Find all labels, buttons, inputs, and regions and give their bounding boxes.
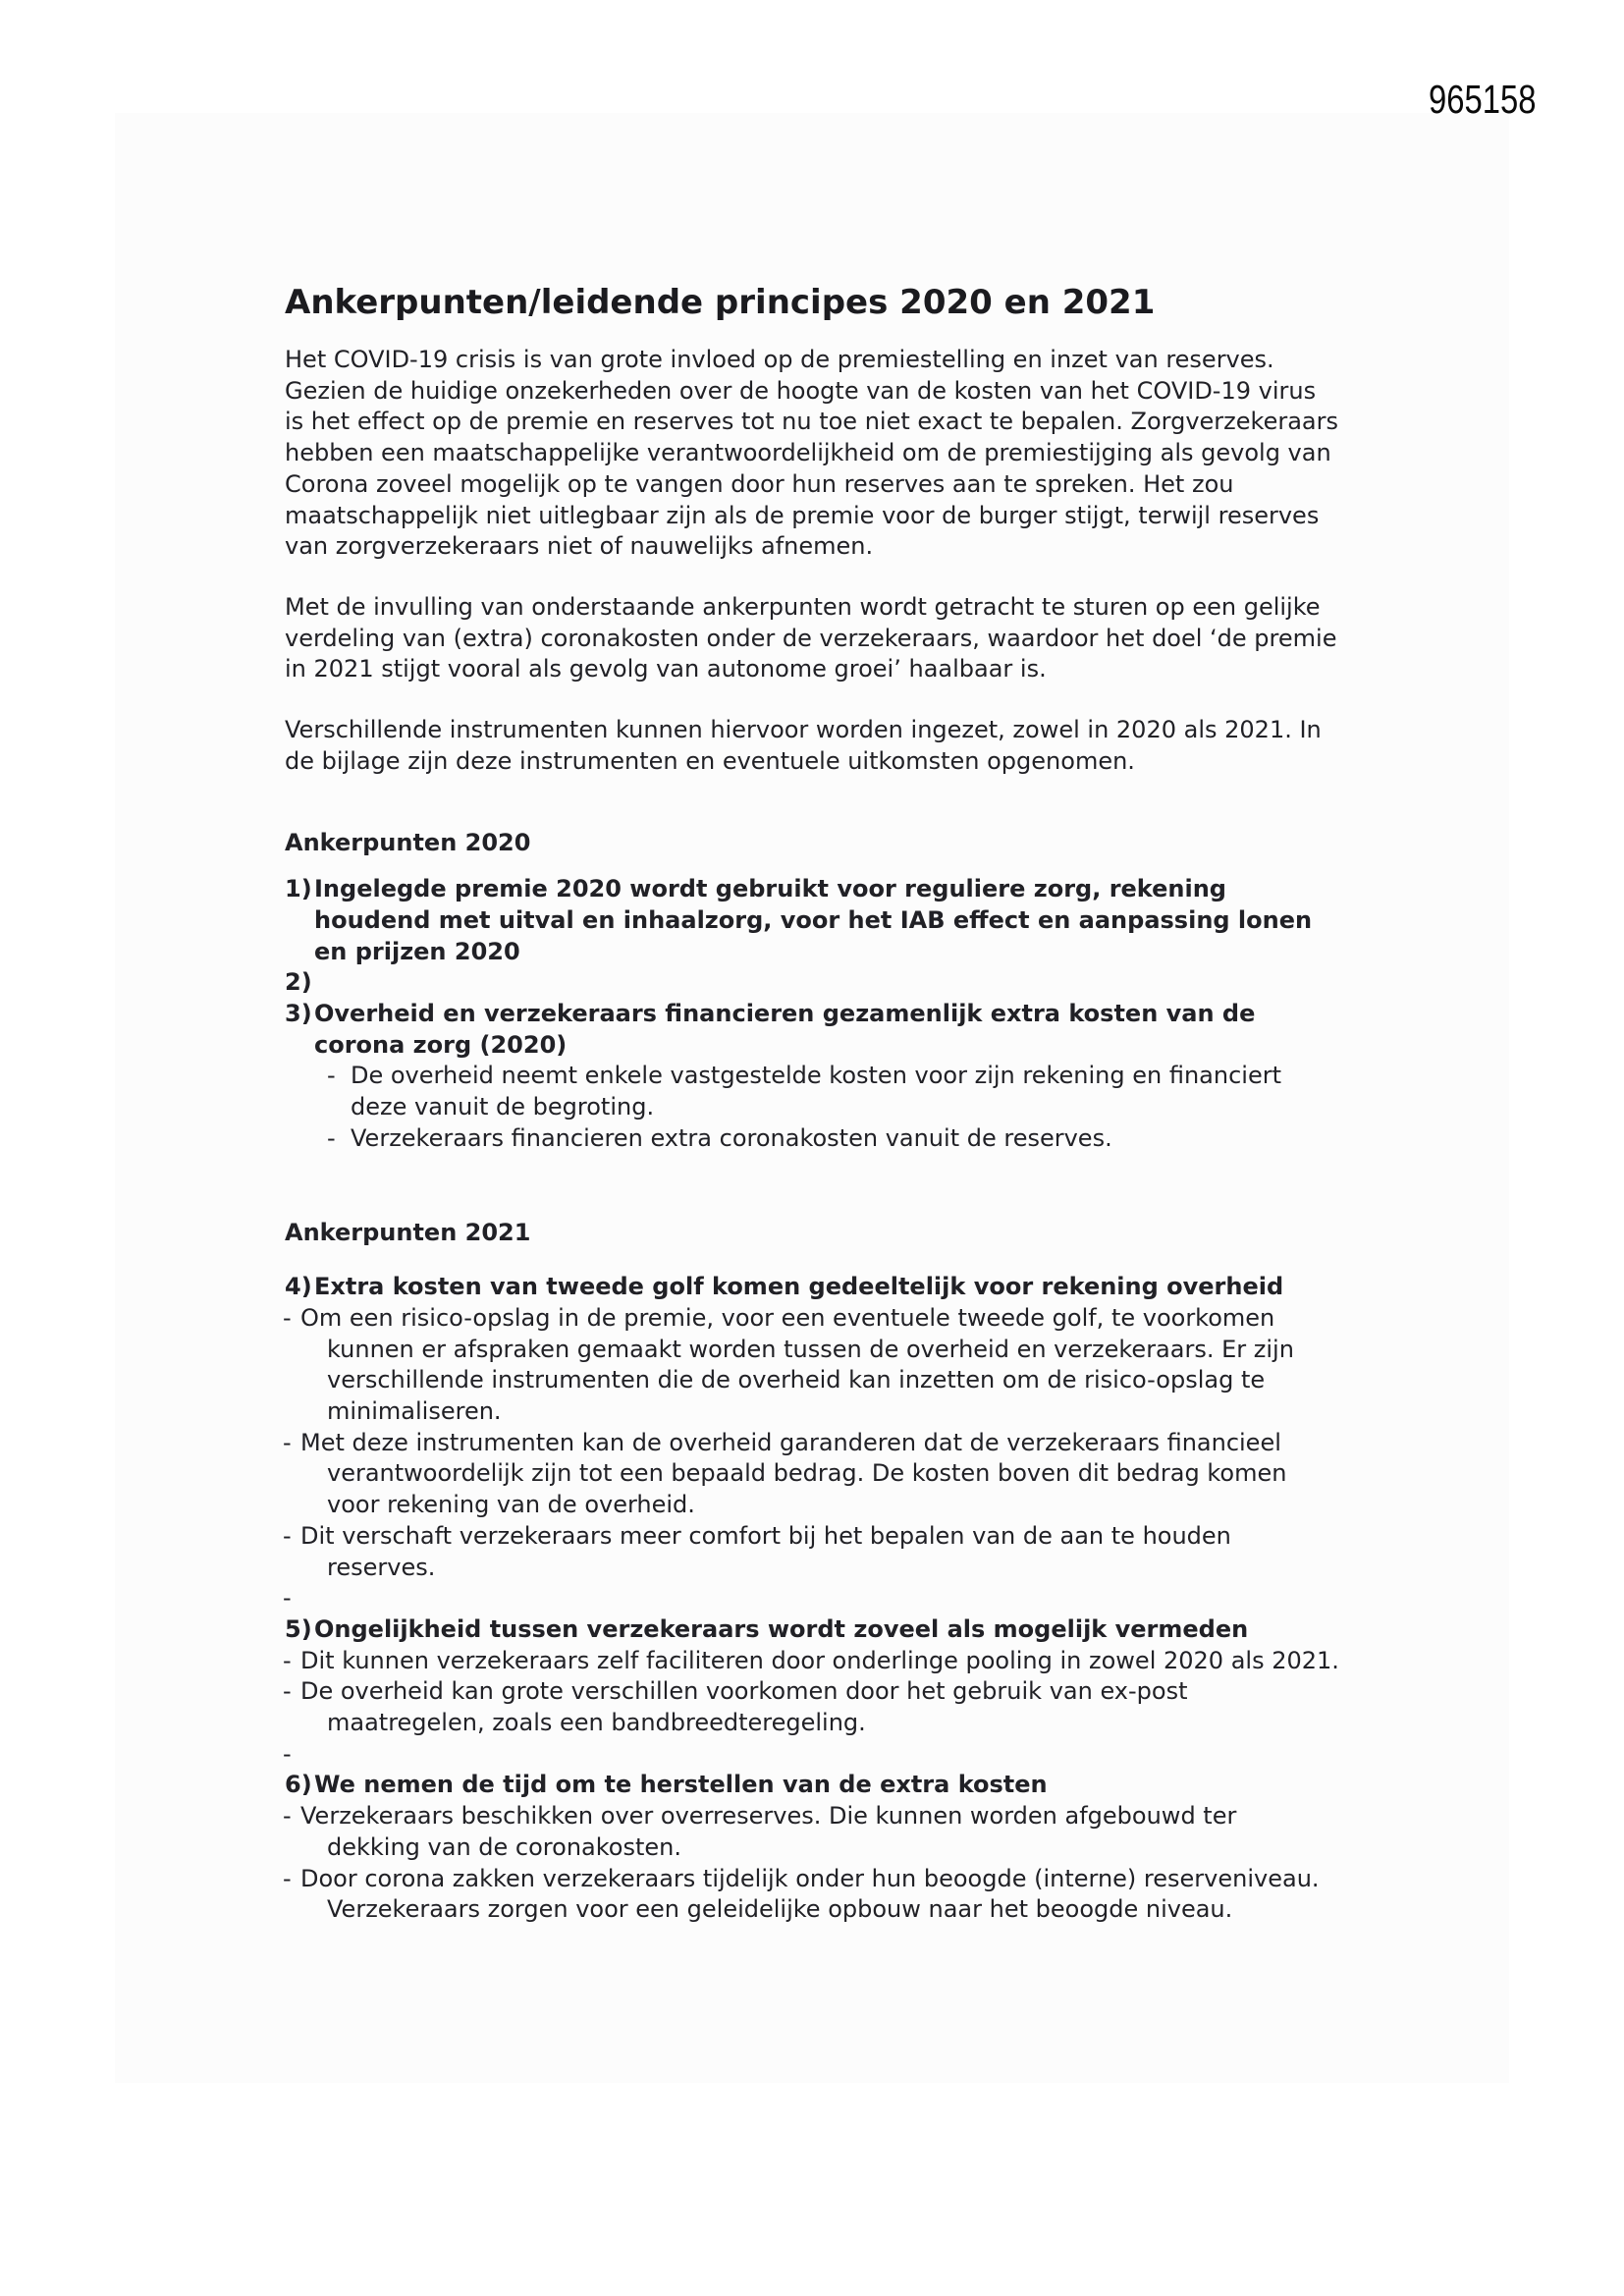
sub-dash-item: [285, 1123, 1370, 1155]
text-line: Om een risico-opslag in de premie, voor een eventuele tweede golf, te voorkomen: [300, 1303, 1275, 1332]
text-line: Dit kunnen verzekeraars zelf faciliteren door onderlinge pooling in zowel 2020 als 2021.: [300, 1646, 1339, 1674]
text-line: Extra kosten van tweede golf komen gedeeltelijk voor rekening overheid: [314, 1273, 1284, 1301]
page-number: 965158: [1429, 77, 1537, 122]
paragraph: [285, 715, 1370, 777]
dash-item: [285, 1303, 1370, 1428]
numbered-item: [285, 1272, 1370, 1303]
text-line: Dit verschaft verzekeraars meer comfort bij het bepalen van de aan te houden: [300, 1521, 1231, 1550]
dash-item: [285, 1801, 1370, 1863]
text-line: voor rekening van de overheid.: [327, 1491, 695, 1519]
text-line: deze vanuit de begroting.: [351, 1093, 655, 1121]
section-heading: [285, 828, 1370, 859]
text-line: de bijlage zijn deze instrumenten en eventuele uitkomsten opgenomen.: [285, 746, 1135, 775]
text-line: Overheid en verzekeraars financieren gezamenlijk extra kosten van de: [314, 999, 1256, 1027]
text-line: Verzekeraars beschikken over overreserves. Die kunnen worden afgebouwd ter: [300, 1802, 1237, 1831]
text-line: maatschappelijk niet uitlegbaar zijn als de premie voor de burger stijgt, terwijl reserves: [285, 501, 1320, 529]
text-line: Door corona zakken verzekeraars tijdelijk onder hun beoogde (interne) reserveniveau.: [300, 1864, 1320, 1892]
list-marker: -: [283, 1584, 292, 1613]
text-line: verdeling van (extra) coronakosten onder de verzekeraars, waardoor het doel ‘de premie: [285, 624, 1337, 652]
section-heading: [285, 1218, 1370, 1249]
text-line: Ankerpunten/leidende principes 2020 en 2021: [285, 283, 1156, 322]
text-line: houdend met uitval en inhaalzorg, voor het IAB effect en aanpassing lonen: [314, 905, 1313, 934]
list-marker: 3): [285, 999, 312, 1027]
text-line: minimaliseren.: [327, 1396, 502, 1425]
text-line: van zorgverzekeraars niet of nauwelijks afnemen.: [285, 532, 874, 561]
dash-item: [285, 1521, 1370, 1583]
document-body: [285, 283, 1370, 1926]
text-line: is het effect op de premie en reserves tot nu toe niet exact te bepalen. Zorgverzekeraars: [285, 408, 1338, 436]
dash-item: [285, 1676, 1370, 1738]
text-line: Ongelijkheid tussen verzekeraars wordt zoveel als mogelijk vermeden: [314, 1614, 1249, 1643]
text-line: Verzekeraars zorgen voor een geleidelijke opbouw naar het beoogde niveau.: [327, 1895, 1233, 1924]
text-line: Corona zoveel mogelijk op te vangen door hun reserves aan te spreken. Het zou: [285, 469, 1234, 498]
paragraph: [285, 345, 1370, 563]
list-marker: -: [283, 1521, 292, 1550]
list-marker: -: [283, 1303, 292, 1332]
dash-item: [285, 1739, 1370, 1771]
list-marker: -: [283, 1739, 292, 1768]
text-line: maatregelen, zoals een bandbreedteregeling.: [327, 1709, 866, 1737]
text-line: dekking van de coronakosten.: [327, 1832, 681, 1861]
text-line: De overheid neemt enkele vastgestelde kosten voor zijn rekening en financiert: [351, 1062, 1281, 1090]
text-line: reserves.: [327, 1553, 436, 1581]
text-line: Verschillende instrumenten kunnen hiervoor worden ingezet, zowel in 2020 als 2021. In: [285, 716, 1322, 744]
text-line: Ankerpunten 2020: [285, 829, 531, 857]
text-line: kunnen er afspraken gemaakt worden tussen de overheid en verzekeraars. Er zijn: [327, 1335, 1294, 1363]
text-line: Gezien de huidige onzekerheden over de hoogte van de kosten van het COVID-19 virus: [285, 376, 1317, 405]
list-marker: 1): [285, 875, 312, 903]
text-line: Verzekeraars financieren extra coronakosten vanuit de reserves.: [351, 1123, 1112, 1152]
list-marker: 4): [285, 1273, 312, 1301]
text-line: verschillende instrumenten die de overheid kan inzetten om de risico-opslag te: [327, 1366, 1266, 1394]
text-line: We nemen de tijd om te herstellen van de extra kosten: [314, 1771, 1048, 1799]
list-marker: -: [283, 1802, 292, 1831]
list-marker: -: [283, 1428, 292, 1456]
text-line: Ankerpunten 2021: [285, 1219, 531, 1247]
list-marker: -: [283, 1646, 292, 1674]
numbered-item: [285, 967, 1370, 999]
text-line: in 2021 stijgt vooral als gevolg van autonome groei’ haalbaar is.: [285, 655, 1047, 683]
dash-item: [285, 1864, 1370, 1926]
text-line: en prijzen 2020: [314, 937, 520, 965]
text-line: hebben een maatschappelijke verantwoordelijkheid om de premiestijging als gevolg van: [285, 439, 1331, 467]
document-title: [285, 283, 1370, 323]
text-line: Met deze instrumenten kan de overheid garanderen dat de verzekeraars financieel: [300, 1428, 1281, 1456]
text-line: corona zorg (2020): [314, 1030, 568, 1059]
numbered-item: [285, 874, 1370, 967]
list-marker: -: [327, 1062, 336, 1090]
dash-item: [285, 1428, 1370, 1521]
sub-dash-item: [285, 1061, 1370, 1122]
list-marker: -: [283, 1864, 292, 1892]
text-line: Ingelegde premie 2020 wordt gebruikt voor reguliere zorg, rekening: [314, 875, 1226, 903]
list-marker: -: [327, 1123, 336, 1152]
list-marker: 6): [285, 1771, 312, 1799]
numbered-item: [285, 999, 1370, 1061]
text-line: verantwoordelijk zijn tot een bepaald bedrag. De kosten boven dit bedrag komen: [327, 1459, 1287, 1488]
numbered-item: [285, 1614, 1370, 1646]
paragraph: [285, 592, 1370, 685]
list-marker: -: [283, 1677, 292, 1706]
list-marker: 5): [285, 1614, 312, 1643]
list-marker: 2): [285, 968, 312, 997]
numbered-item: [285, 1770, 1370, 1801]
dash-item: [285, 1583, 1370, 1614]
dash-item: [285, 1646, 1370, 1677]
text-line: Met de invulling van onderstaande ankerpunten wordt getracht te sturen op een gelijke: [285, 592, 1321, 621]
text-line: Het COVID-19 crisis is van grote invloed op de premiestelling en inzet van reserves.: [285, 346, 1274, 373]
text-line: De overheid kan grote verschillen voorkomen door het gebruik van ex-post: [300, 1677, 1188, 1706]
